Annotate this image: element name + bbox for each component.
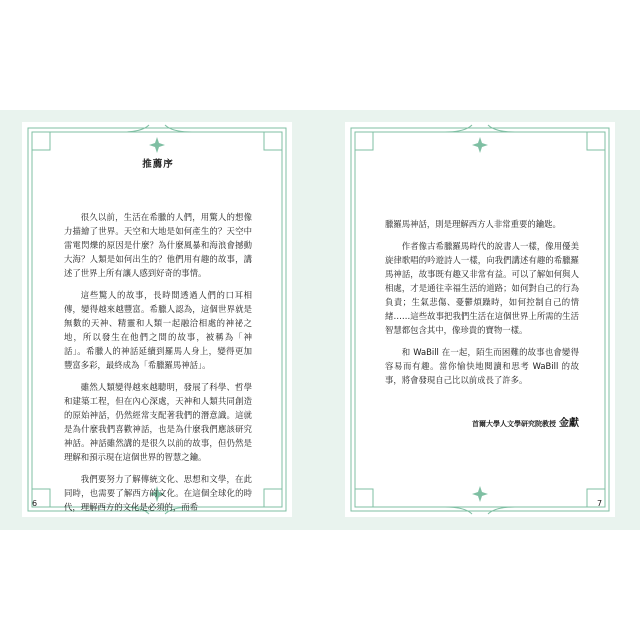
left-page-text xyxy=(64,158,252,522)
signature-name: 金獻 xyxy=(559,418,579,429)
page-number: 6 xyxy=(32,499,38,508)
paragraph: 我們要努力了解傳統文化、思想和文學，在此同時，也需要了解西方的文化。在這個全球化的時代，理解西方的文化是必須的，而希 xyxy=(64,474,252,512)
paragraph: 和 WaBill 在一起，陌生而困難的故事也會變得容易而有趣。當你愉快地閱讀和思考 WaBill 的故事，將會發現自己比以前成長了許多。 xyxy=(385,347,579,385)
page-number: 7 xyxy=(597,499,603,508)
paragraph: 很久以前，生活在希臘的人們，用驚人的想像力描繪了世界。天空和大地是如何產生的？天空中雷電閃爍的原因是什麼？為什麼風暴和海浪會撼動大海？人類是如何出生的？他們用有趣的故事，講述了世界上所有讓人感到好奇的事情。 xyxy=(64,212,252,278)
left-page xyxy=(22,122,292,517)
preface-title: 推薦序 xyxy=(142,159,174,170)
paragraph: 雖然人類變得越來越聰明，發展了科學、哲學和建築工程，但在內心深處，天神和人類共同創造的原始神話，仍然經常支配著我們的潛意識。這就是為什麼我們喜歡神話，也是為什麼我們應該研究神話。神話雖然講的是很久以前的故事，但仍然是理解和預示現在這個世界的智慧之鑰。 xyxy=(64,382,252,462)
paragraph: 這些驚人的故事，長時間透過人們的口耳相傳，變得越來越豐富。希臘人認為，這個世界就是無數的天神、精靈和人類一起融洽相處的神祕之地，所以發生在他們之間的故事，被稱為「神話」。希臘人的神話延續到羅馬人身上，變得更加豐富多彩，最終成為「希臘羅馬神話」。 xyxy=(64,290,252,370)
paragraph: 臘羅馬神話，則是理解西方人非常重要的鑰匙。 xyxy=(385,219,561,229)
right-page xyxy=(345,122,615,517)
paragraph: 作者像古希臘羅馬時代的說書人一樣，像用優美旋律歌唱的吟遊詩人一樣，向我們講述有趣的希臘羅馬神話，故事既有趣又非常有益。可以了解如何與人相處，才是通往幸福生活的道路；如何對自己的行為負責；生氣悲傷、憂鬱煩躁時，如何控制自己的情緒……這些故事把我們生活在這個世界上所需的生活智慧都包含其中，像珍貴的寶物一樣。 xyxy=(385,241,579,335)
right-page-text xyxy=(385,217,579,431)
signature-affiliation: 首爾大學人文學研究院教授 xyxy=(472,420,556,428)
signature xyxy=(385,417,579,431)
